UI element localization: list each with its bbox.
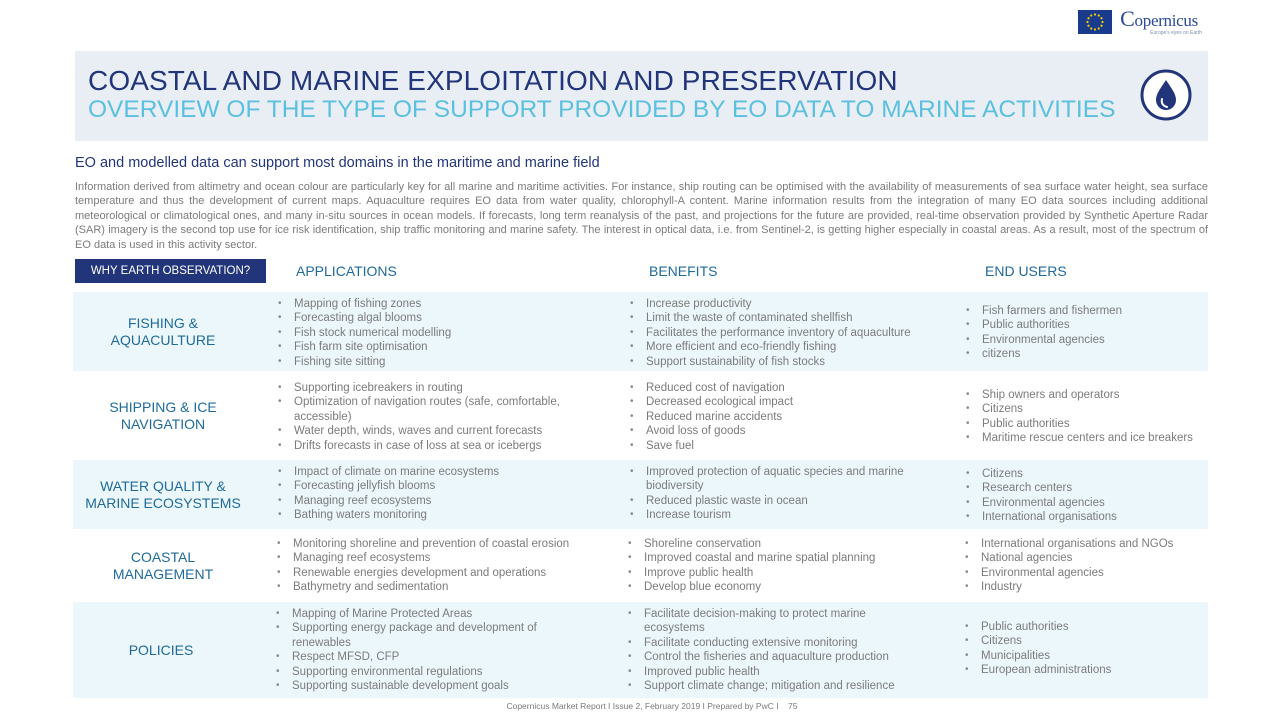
list-item: • Supporting energy package and development of renewables	[273, 621, 593, 650]
list-item: • Municipalities	[962, 649, 1212, 663]
list-item: • Supporting environmental regulations	[273, 665, 593, 679]
eu-star	[1090, 27, 1092, 29]
page-footer	[0, 701, 1280, 711]
eu-star	[1090, 14, 1092, 16]
benefits-list	[627, 381, 927, 453]
list-item: • Improved coastal and marine spatial planning	[625, 551, 925, 565]
list-item: • Managing reef ecosystems	[274, 551, 594, 565]
list-item: • Environmental agencies	[963, 333, 1213, 347]
list-item: • Shoreline conservation	[625, 537, 925, 551]
list-item: • Impact of climate on marine ecosystems	[275, 465, 595, 479]
brand-rest: opernicus	[1134, 11, 1198, 30]
list-item: • Support sustainability of fish stocks	[627, 355, 927, 369]
eu-star	[1094, 28, 1096, 30]
list-item: • Increase productivity	[627, 297, 927, 311]
benefits-list	[625, 607, 925, 693]
list-item: • Save fuel	[627, 439, 927, 453]
list-item: • European administrations	[962, 663, 1212, 677]
list-item: • Reduced plastic waste in ocean	[627, 494, 927, 508]
list-item: • Drifts forecasts in case of loss at sea or icebergs	[275, 439, 595, 453]
list-item: • Environmental agencies	[962, 566, 1212, 580]
list-item: • Public authorities	[963, 318, 1213, 332]
eu-star	[1098, 27, 1100, 29]
eu-star	[1088, 17, 1090, 19]
list-item: • Monitoring shoreline and prevention of coastal erosion	[274, 537, 594, 551]
eu-star	[1094, 13, 1096, 15]
list-item: • Avoid loss of goods	[627, 424, 927, 438]
end-users-list	[963, 467, 1213, 525]
list-item: • Optimization of navigation routes (safe, comfortable, accessible)	[275, 395, 595, 424]
list-item: • Reduced marine accidents	[627, 410, 927, 424]
list-item: • Improved protection of aquatic species and marine biodiversity	[627, 465, 927, 494]
column-header-benefits: BENEFITS	[649, 263, 718, 279]
end-users-list	[962, 537, 1212, 595]
list-item: • Citizens	[963, 402, 1213, 416]
intro-paragraph: Information derived from altimetry and ocean colour are particularly key for all marine and maritime activities. For instance, ship routing can be optimised with the availability of measurements of sea surface water height, sea surface temperature and thus the development of current maps. Aquaculture requires EO data from water quality, chlorophyll-A content. Marine information results from the integration of many EO data sources including additional meteorological or climatological ones, and many in-situ sources in ocean models. If forecasts, long term reanalysis of the past, and projections for the future are provided, real-time observation provided by Synthetic Aperture Radar (SAR) imagery is the second top use for ice risk identification, ship traffic monitoring and marine safety. The interest in optical data, i.e. from Sentinel-2, is getting higher especially in coastal areas. As a result, most of the spectrum of EO data is used in this activity sector.	[75, 181, 1208, 251]
page-number: 75	[788, 701, 798, 711]
list-item: • Fish farm site optimisation	[275, 340, 595, 354]
list-item: • Control the fisheries and aquaculture production	[625, 650, 925, 664]
copernicus-logo	[1078, 8, 1202, 36]
list-item: • Forecasting algal blooms	[275, 311, 595, 325]
list-item: • Fish farmers and fishermen	[963, 304, 1213, 318]
list-item: • Forecasting jellyfish blooms	[275, 479, 595, 493]
list-item: • Bathymetry and sedimentation	[274, 580, 594, 594]
list-item: • Renewable energies development and operations	[274, 566, 594, 580]
list-item: • Research centers	[963, 481, 1213, 495]
list-item: • Managing reef ecosystems	[275, 494, 595, 508]
list-item: • Facilitates the performance inventory of aquaculture	[627, 326, 927, 340]
list-item: • More efficient and eco-friendly fishing	[627, 340, 927, 354]
eu-star	[1101, 17, 1103, 19]
eu-star	[1087, 21, 1089, 23]
list-item: • Support climate change; mitigation and resilience	[625, 679, 925, 693]
benefits-list	[625, 537, 925, 595]
list-item: • Improved public health	[625, 665, 925, 679]
column-header-applications: APPLICATIONS	[296, 263, 397, 279]
list-item: • Facilitate conducting extensive monitoring	[625, 636, 925, 650]
applications-list	[275, 465, 595, 523]
applications-list	[273, 607, 593, 693]
why-eo-label: WHY EARTH OBSERVATION?	[75, 259, 266, 283]
benefits-list	[627, 465, 927, 523]
eu-star	[1088, 25, 1090, 27]
list-item: • Limit the waste of contaminated shellfish	[627, 311, 927, 325]
section-heading: EO and modelled data can support most domains in the maritime and marine field	[75, 155, 600, 171]
row-label: WATER QUALITY & MARINE ECOSYSTEMS	[85, 477, 241, 511]
row-label: FISHING & AQUACULTURE	[110, 314, 216, 348]
end-users-list	[963, 304, 1213, 362]
list-item: • Respect MFSD, CFP	[273, 650, 593, 664]
applications-list	[275, 381, 595, 453]
page-subtitle: OVERVIEW OF THE TYPE OF SUPPORT PROVIDED BY EO DATA TO MARINE ACTIVITIES	[88, 96, 1116, 123]
eu-star	[1101, 25, 1103, 27]
list-item: • Mapping of Marine Protected Areas	[273, 607, 593, 621]
list-item: • Supporting sustainable development goals	[273, 679, 593, 693]
list-item: • Reduced cost of navigation	[627, 381, 927, 395]
eu-flag-icon	[1078, 10, 1112, 34]
list-item: • Public authorities	[962, 620, 1212, 634]
list-item: • Mapping of fishing zones	[275, 297, 595, 311]
list-item: • Develop blue economy	[625, 580, 925, 594]
list-item: • citizens	[963, 347, 1213, 361]
eu-star	[1098, 14, 1100, 16]
row-label: POLICIES	[128, 641, 194, 658]
list-item: • Citizens	[962, 634, 1212, 648]
list-item: • Decreased ecological impact	[627, 395, 927, 409]
list-item: • Fish stock numerical modelling	[275, 326, 595, 340]
list-item: • Water depth, winds, waves and current forecasts	[275, 424, 595, 438]
water-drop-icon	[1140, 69, 1192, 121]
list-item: • Improve public health	[625, 566, 925, 580]
benefits-list	[627, 297, 927, 369]
copernicus-tagline: Europe's eyes on Earth	[1150, 30, 1202, 36]
row-label: COASTAL MANAGEMENT	[112, 548, 214, 582]
list-item: • Maritime rescue centers and ice breakers	[963, 431, 1213, 445]
title-banner	[75, 51, 1208, 141]
row-label: SHIPPING & ICE NAVIGATION	[109, 398, 217, 432]
list-item: • Increase tourism	[627, 508, 927, 522]
list-item: • Industry	[962, 580, 1212, 594]
eu-star	[1102, 21, 1104, 23]
list-item: • Facilitate decision-making to protect marine ecosystems	[625, 607, 925, 636]
list-item: • Bathing waters monitoring	[275, 508, 595, 522]
list-item: • Environmental agencies	[963, 496, 1213, 510]
end-users-list	[962, 620, 1212, 678]
column-header-end-users: END USERS	[985, 263, 1067, 279]
applications-list	[275, 297, 595, 369]
footer-text: Copernicus Market Report I Issue 2, February 2019 I Prepared by PwC I	[506, 701, 779, 711]
page-title: COASTAL AND MARINE EXPLOITATION AND PRESERVATION	[88, 65, 898, 96]
list-item: • Supporting icebreakers in routing	[275, 381, 595, 395]
list-item: • Fishing site sitting	[275, 355, 595, 369]
list-item: • International organisations and NGOs	[962, 537, 1212, 551]
list-item: • Ship owners and operators	[963, 388, 1213, 402]
copernicus-wordmark: Copernicus	[1120, 6, 1198, 31]
list-item: • Citizens	[963, 467, 1213, 481]
list-item: • International organisations	[963, 510, 1213, 524]
list-item: • National agencies	[962, 551, 1212, 565]
applications-list	[274, 537, 594, 595]
list-item: • Public authorities	[963, 417, 1213, 431]
end-users-list	[963, 388, 1213, 446]
